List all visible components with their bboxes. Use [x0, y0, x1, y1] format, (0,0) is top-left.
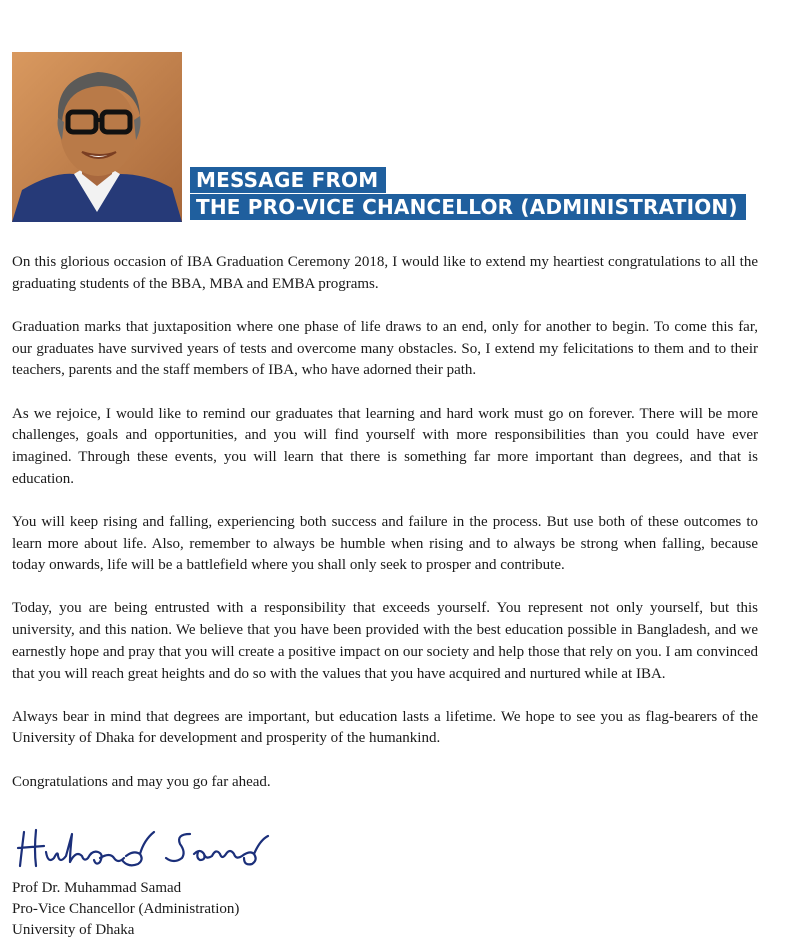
portrait-illustration	[12, 52, 182, 222]
signature-block	[12, 878, 239, 941]
closing-line: Congratulations and may you go far ahead.	[12, 773, 271, 790]
title-line-2: THE PRO-VICE CHANCELLOR (ADMINISTRATION)	[190, 194, 746, 220]
signer-name: Prof Dr. Muhammad Samad	[12, 880, 182, 896]
paragraph-1: On this glorious occasion of IBA Graduation Ceremony 2018, I would like to extend my heartiest congratulations to all the graduating students of the BBA, MBA and EMBA programs.	[12, 254, 758, 292]
paragraph-3: As we rejoice, I would like to remind our graduates that learning and hard work must go on forever. There will be more challenges, goals and opportunities, and you will find yourself with more responsibilities than you could have ever imagined. Through these events, you will learn that there is something far more important than degrees, and that is education.	[12, 405, 758, 487]
paragraph-5: Today, you are being entrusted with a responsibility that exceeds yourself. You represent not only yourself, but this university, and this nation. We believe that you have been provided with the best education possible in Bangladesh, and we earnestly hope and pray that you will create a positive impact on our society and help those that rely on you. I am convinced that you will reach great heights and do so with the values that you have acquired and nurtured while at IBA.	[12, 600, 758, 682]
paragraph-6: Always bear in mind that degrees are important, but education lasts a lifetime. We hope to see you as flag-bearers of the University of Dhaka for development and prosperity of the humankind.	[12, 708, 758, 747]
title-line-1: MESSAGE FROM	[190, 167, 386, 193]
message-body	[12, 252, 758, 793]
portrait-photo	[12, 52, 182, 222]
handwritten-signature	[14, 822, 274, 874]
paragraph-2: Graduation marks that juxtaposition where one phase of life draws to an end, only for another to begin. To come this far, our graduates have survived years of tests and overcome many obstacles. So, I extend my felicitations to them and to their teachers, parents and the staff members of IBA, who have adorned their path.	[12, 318, 758, 379]
paragraph-4: You will keep rising and falling, experiencing both success and failure in the process. But use both of these outcomes to learn more about life. Also, remember to always be humble when rising and to always be strong when falling, because today onwards, life will be a battlefield where you shall only seek to prosper and contribute.	[12, 513, 758, 574]
signer-institution: University of Dhaka	[12, 922, 135, 938]
signer-title: Pro-Vice Chancellor (Administration)	[12, 901, 240, 917]
